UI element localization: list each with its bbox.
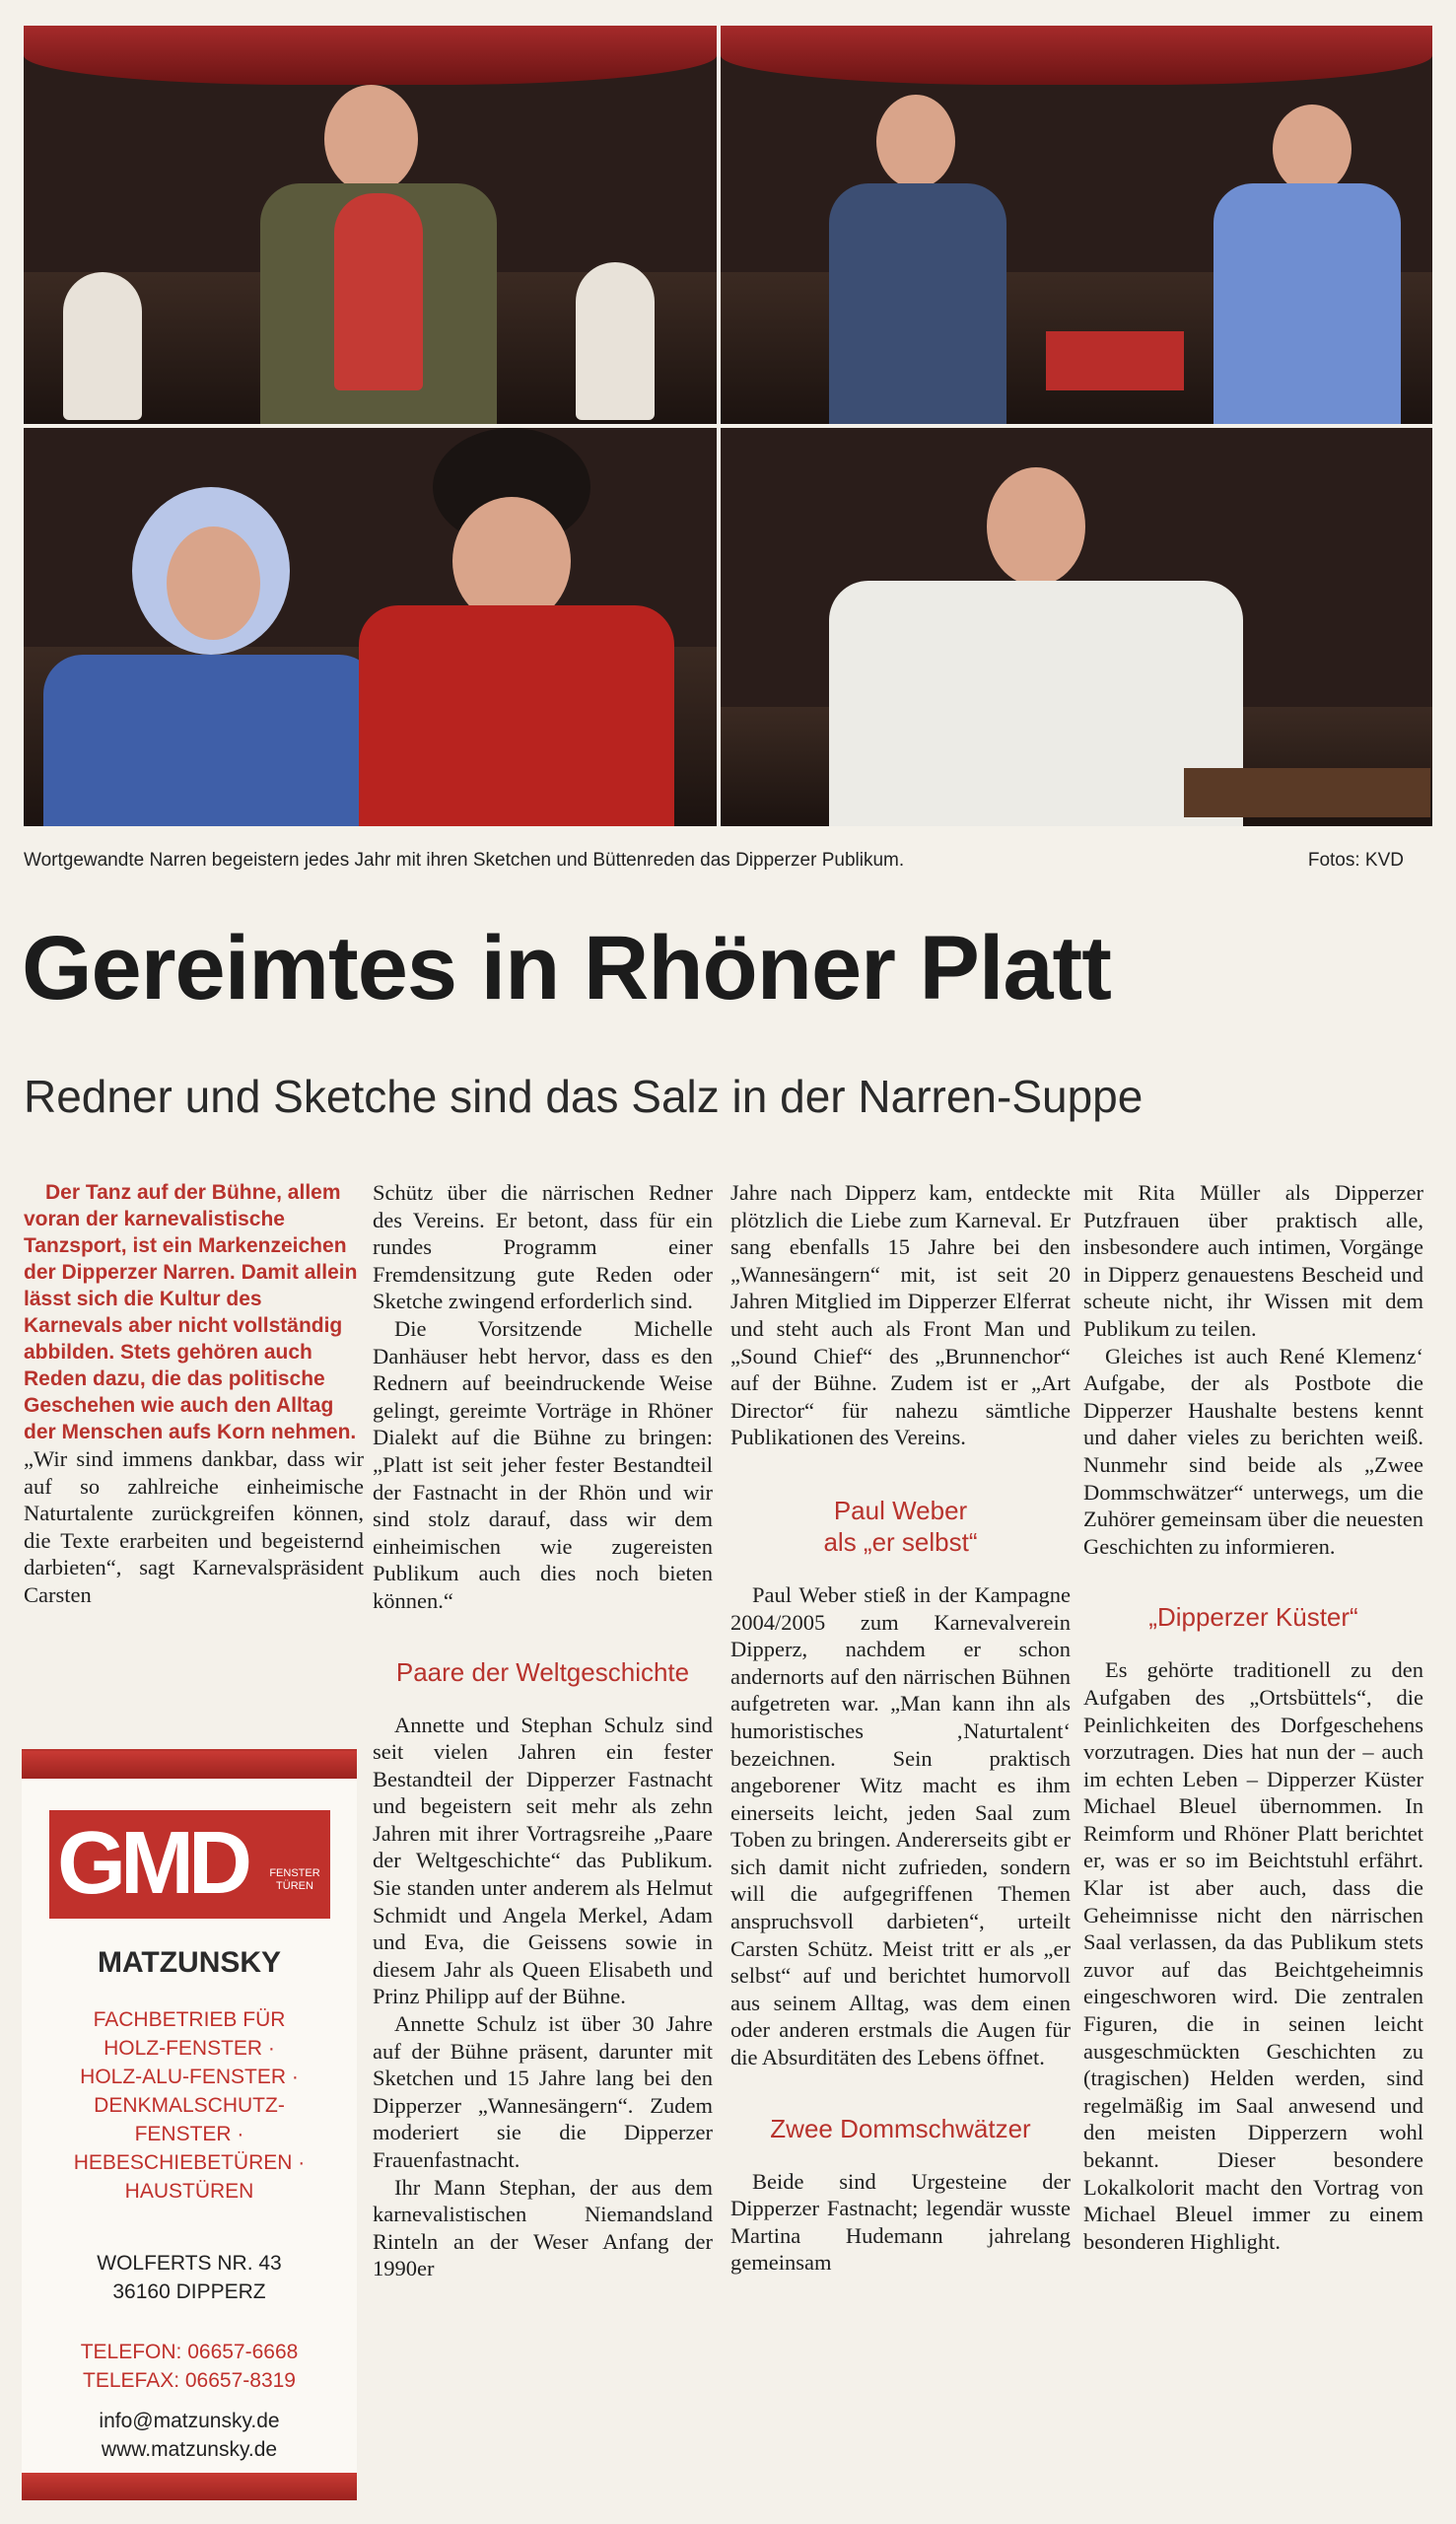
paragraph: Beide sind Urgesteine der Dipperzer Fastnacht; legendär wusste Martina Hudemann jahrelang gemeinsam xyxy=(730,2168,1071,2276)
photo-bottom-right xyxy=(721,428,1432,826)
figure-queen xyxy=(43,487,379,826)
column-2 xyxy=(373,1179,713,2282)
services-list: FACHBETRIEB FÜR HOLZ-FENSTER · HOLZ-ALU-FENSTER · DENKMALSCHUTZ- FENSTER · HEBESCHIEBETÜREN · HAUSTÜREN xyxy=(73,2008,306,2203)
caption-text: Wortgewandte Narren begeistern jedes Jahr mit ihren Sketchen und Büttenreden das Dipperzer Publikum. xyxy=(24,850,905,871)
paragraph: Paul Weber stieß in der Kampagne 2004/2005 zum Karnevalverein Dipperz, nachdem er schon andernorts auf den närrischen Bühnen aufgetreten war. „Man kann ihn als humoristisches ‚Naturtalent‘ bezeichnen. Sein praktisch angeborener Witz macht es ihm einerseits leicht, jeden Saal zum Toben zu bringen. Andererseits gibt er sich damit nicht zufrieden, sondern will die aufgegriffenen Themen anspruchsvoll darbieten“, urteilt Carsten Schütz. Meist tritt er als „er selbst“ auf und berichtet humorvoll aus seinem Alltag, was dem einen oder anderen erstmals die Augen für die Absurditäten des Lebens öffnet. xyxy=(730,1581,1071,2070)
figure-overalls-man xyxy=(819,95,1016,424)
paragraph: Die Vorsitzende Michelle Danhäuser hebt hervor, dass es den Rednern auf beeindruckende Weise gelingt, gereimte Vorträge in Rhöner Dialekt auf die Bühne zu bringen: „Platt ist seit jeher fester Bestandteil der Fastnacht in der Rhön und wir sind stolz darauf, dass wir dem einheimischen wie zugereisten Publikum auch dies noch bieten können.“ xyxy=(373,1315,713,1613)
paragraph: Ihr Mann Stephan, der aus dem karnevalistischen Niemandsland Rinteln an der Weser Anfang der 1990er xyxy=(373,2174,713,2281)
paragraph: Annette Schulz ist über 30 Jahre auf der Bühne präsent, darunter mit Sketchen und 15 Jahre lang bei den Dipperzer „Wannesängern“. Zudem moderiert sie die Dipperzer Frauenfastnacht. xyxy=(373,2011,713,2172)
photo-caption xyxy=(24,850,1404,879)
logo-letters: GMD xyxy=(57,1814,246,1913)
paragraph: Annette und Stephan Schulz sind seit vielen Jahren ein fester Bestandteil der Dipperzer Fastnacht und begeistern seit mehr als zehn Jahren mit ihrer Vortragsreihe „Paare der Weltgeschichte“ das Publikum. Sie standen unter anderem als Helmut Schmidt und Angela Merkel, Adam und Eva, die Geissens sowie in diesem Jahr als Queen Elisabeth und Prinz Philipp auf der Bühne. xyxy=(373,1712,713,2009)
paragraph: Jahre nach Dipperz kam, entdeckte plötzlich die Liebe zum Karneval. Er sang ebenfalls 15 Jahre bei den „Wannesängern“ mit, ist seit 20 Jahren Mitglied im Dipperzer Elferrat und steht auch als Front Man und „Sound Chief“ des „Brunnenchor“ auf der Bühne. Zudem ist er „Art Director“ für nahezu sämtliche Publikationen des Vereins. xyxy=(730,1180,1071,1450)
figure-hat-woman xyxy=(1204,95,1411,424)
subheading-dommschwaetzer: Zwee Dommschwätzer xyxy=(770,2113,1031,2143)
column-4 xyxy=(1083,1179,1423,2255)
subheading-paare: Paare der Weltgeschichte xyxy=(395,1656,690,1687)
subheadline: Redner und Sketche sind das Salz in der Narren-Suppe xyxy=(24,1071,1144,1122)
photo-top-right xyxy=(721,26,1432,424)
company-name: MATZUNSKY xyxy=(97,1946,282,1979)
paragraph: Schütz über die närrischen Redner des Vereins. Er betont, dass für ein rundes Programm einer Fremdensitzung gute Reden oder Sketche zwingend erforderlich sind. xyxy=(373,1180,713,1314)
figure-guard xyxy=(339,428,694,826)
photo-top-left xyxy=(24,26,717,424)
paragraph: Gleiches ist auch René Klemenz‘ Aufgabe, der als Postbote die Dipperzer Haushalte bestens kennt und daher vieles zu berichten weiß. Nunmehr sind beide als „Zwee Dommschwätzer“ unterwegs, um die Zuhörer gemeinsam über die neuesten Geschichten zu informieren. xyxy=(1083,1343,1423,1559)
photo-bottom-left xyxy=(24,428,717,826)
headline: Gereimtes in Rhöner Platt xyxy=(22,918,1111,1018)
company-phone: TELEFON: 06657-6668 TELEFAX: 06657-8319 xyxy=(80,2341,299,2392)
figure-snorkel-man xyxy=(231,65,526,424)
column-1 xyxy=(24,1179,364,1609)
company-logo xyxy=(49,1810,330,1919)
advertisement-matzunsky xyxy=(22,1749,357,2500)
subheading-kuester: „Dipperzer Küster“ xyxy=(1148,1602,1358,1633)
company-address: WOLFERTS NR. 43 36160 DIPPERZ xyxy=(97,2252,282,2303)
subheading-paul-weber: Paul Weber als „er selbst“ xyxy=(823,1495,978,1557)
figure-sexton xyxy=(829,467,1243,826)
paragraph: mit Rita Müller als Dipperzer Putzfrauen über praktisch alle, insbesondere auch intimen, Vorgänge in Dipperz genauestens Bescheid und scheute nicht, ihr Wissen mit dem Publikum zu teilen. xyxy=(1083,1180,1423,1341)
paragraph: Es gehörte traditionell zu den Aufgaben des „Ortsbüttels“, die Peinlichkeiten des Dorfgeschehens vorzutragen. Dies hat nun der – auch im echten Leben – Dipperzer Küster Michael Bleuel übernommen. In Reimform und Rhöner Platt berichtet er, was er so im Beichtstuhl erfährt. Klar ist aber auch, dass die Geheimnisse nicht den närrischen Saal verlassen, da das Publikum stets zuvor auf das Beichtgeheimnis eingeschworen wird. Die zentralen Figuren, die in seinen leicht ausgeschmückten Geschichten zu (tragischen) Helden werden, sind regelmäßig im Saal anwesend und den meisten Dipperzern wohl bekannt. Dieser besondere Lokalkolorit macht den Vortrag von Michael Bleuel immer zu einem besonderen Highlight. xyxy=(1083,1657,1423,2254)
lead-paragraph: Der Tanz auf der Bühne, allem voran der karnevalistische Tanzsport, ist ein Markenzeichen der Dipperzer Narren. Damit allein lässt sich die Kultur des Karnevals aber nicht vollständig abbilden. Stets gehören auch Reden dazu, die das politische Geschehen wie auch den Alltag der Menschen aufs Korn nehmen. xyxy=(24,1181,358,1443)
logo-subtext: FENSTER TÜREN xyxy=(269,1867,320,1892)
company-web: info@matzunsky.de www.matzunsky.de xyxy=(99,2410,280,2461)
photo-credit: Fotos: KVD xyxy=(1307,850,1404,871)
column-3 xyxy=(730,1179,1071,2277)
paragraph: „Wir sind immens dankbar, dass wir auf so zahlreiche einheimische Naturtalente zurückgreifen können, die Texte erarbeiten und begeisternd darbieten“, sagt Karnevalspräsident Carsten xyxy=(24,1446,364,1607)
